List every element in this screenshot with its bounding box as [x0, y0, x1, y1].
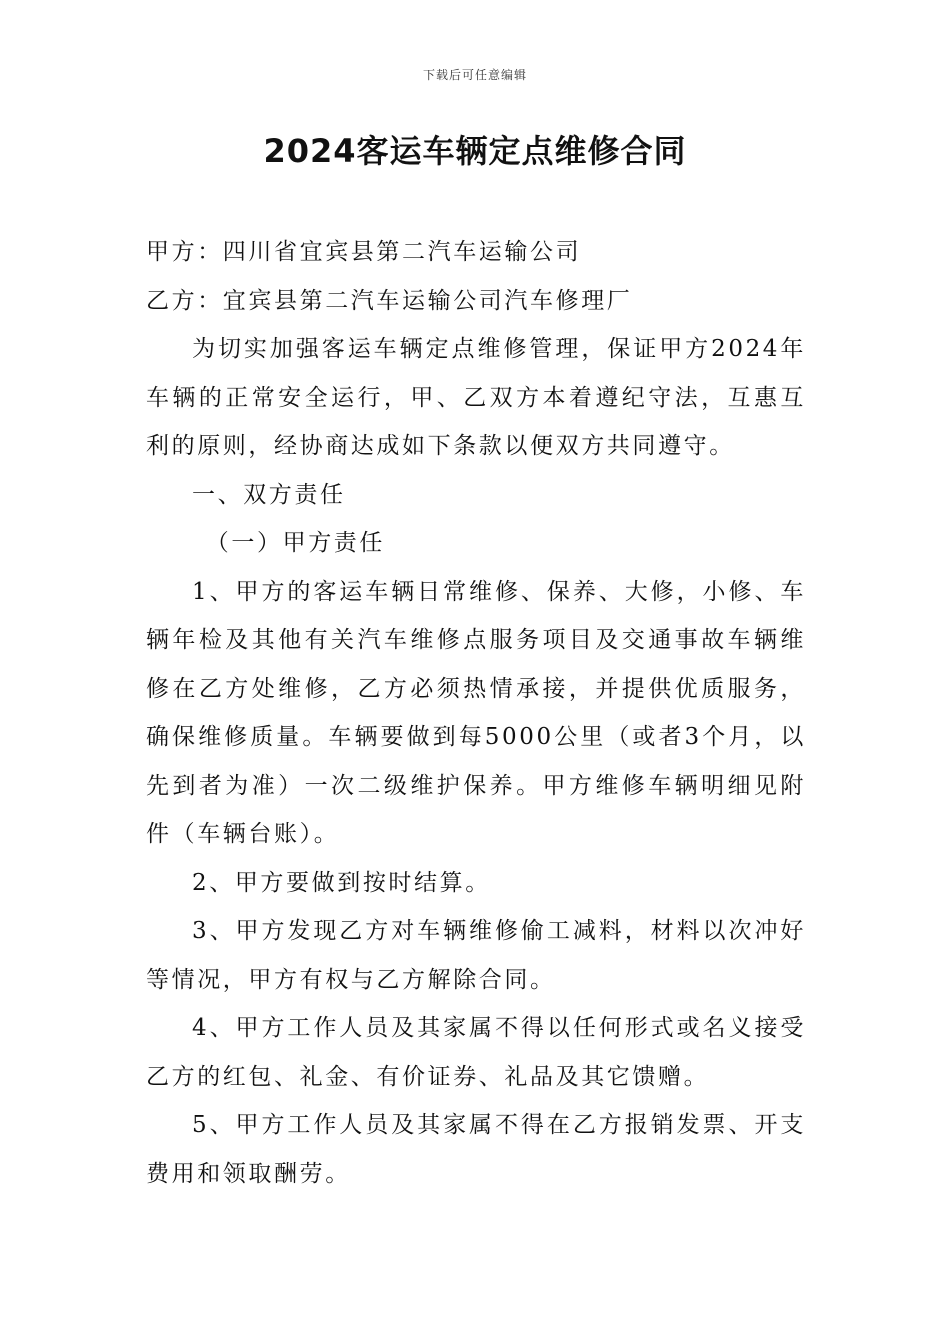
- clause-3: 3、甲方发现乙方对车辆维修偷工减料，材料以次冲好等情况，甲方有权与乙方解除合同。: [146, 918, 806, 993]
- intro-paragraph: 为切实加强客运车辆定点维修管理，保证甲方2024年车辆的正常安全运行，甲、乙双方本着遵纪守法，互惠互利的原则，经协商达成如下条款以便双方共同遵守。: [146, 336, 806, 459]
- document-body: [146, 228, 806, 1198]
- clause-2: 2、甲方要做到按时结算。: [192, 869, 491, 896]
- party-b: 乙方：宜宾县第二汽车运输公司汽车修理厂: [146, 287, 633, 314]
- document-title: 2024客运车辆定点维修合同: [263, 132, 687, 170]
- clause-4: 4、甲方工作人员及其家属不得以任何形式或名义接受乙方的红包、礼金、有价证券、礼品及其它馈赠。: [146, 1015, 806, 1090]
- clause-1: 1、甲方的客运车辆日常维修、保养、大修，小修、车辆年检及其他有关汽车维修点服务项目及交通事故车辆维修在乙方处维修，乙方必须热情承接，并提供优质服务，确保维修质量。车辆要做到每5000公里（或者3个月，以先到者为准）一次二级维护保养。甲方维修车辆明细见附件（车辆台账）。: [146, 578, 806, 847]
- clause-5: 5、甲方工作人员及其家属不得在乙方报销发票、开支费用和领取酬劳。: [146, 1112, 806, 1187]
- header-note: 下载后可任意编辑: [422, 68, 527, 82]
- section-heading: 一、双方责任: [192, 481, 346, 508]
- subsection-heading: （一）甲方责任: [205, 530, 385, 556]
- party-a: 甲方：四川省宜宾县第二汽车运输公司: [146, 239, 582, 265]
